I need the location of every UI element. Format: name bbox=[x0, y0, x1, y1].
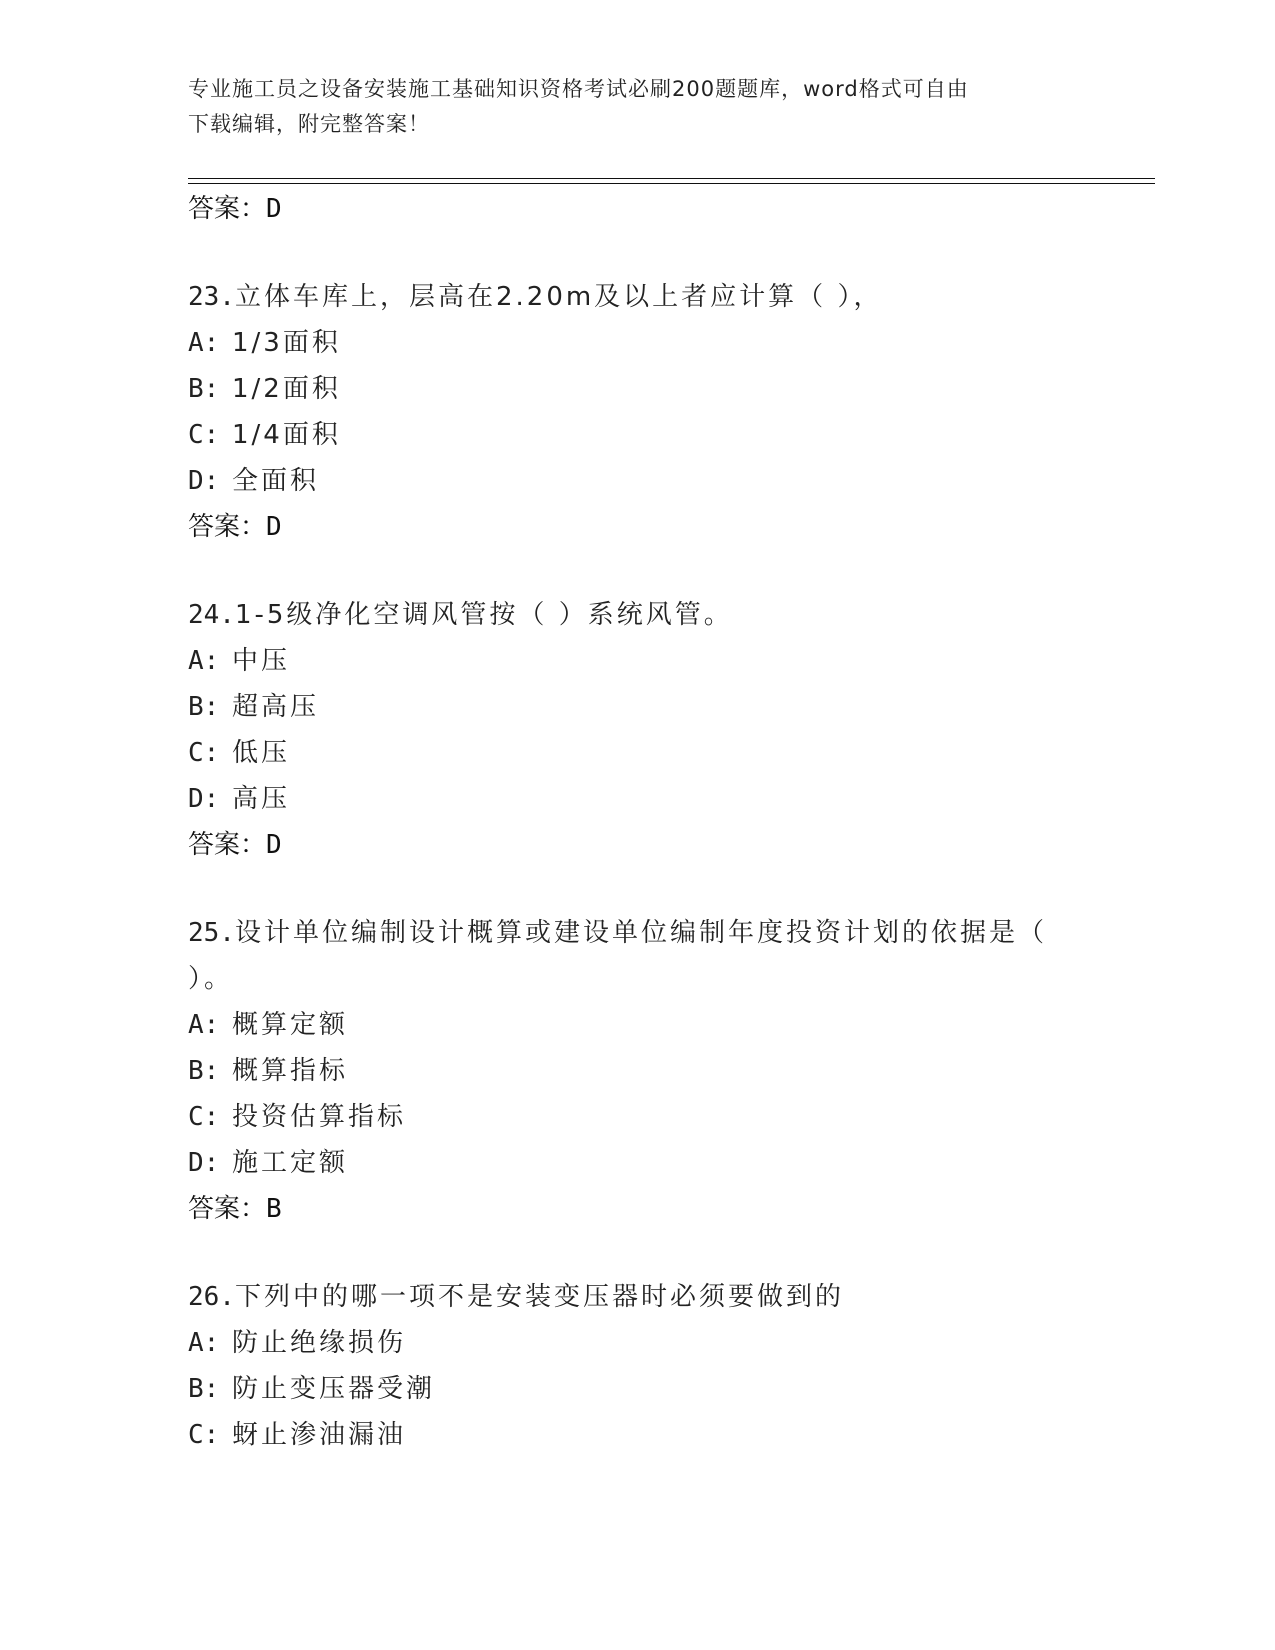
option-text: 高压 bbox=[232, 784, 291, 814]
option-key: D: bbox=[188, 466, 220, 496]
option-text: 全面积 bbox=[232, 466, 320, 496]
option-key: A: bbox=[188, 1328, 220, 1358]
answer-line bbox=[188, 186, 1088, 232]
question-text: 下列中的哪一项不是安装变压器时必须要做到的 bbox=[234, 1282, 844, 1312]
option-key: D: bbox=[188, 784, 220, 814]
answer-label: 答案： bbox=[188, 194, 267, 224]
answer-label: 答案： bbox=[188, 512, 267, 542]
question-text: 立体车库上，层高在2.20m及以上者应计算（ ）， bbox=[234, 282, 883, 312]
question-26 bbox=[188, 1274, 1088, 1458]
option-text: 概算定额 bbox=[232, 1010, 349, 1040]
option-key: C: bbox=[188, 1102, 220, 1132]
header-divider-top bbox=[188, 178, 1155, 179]
question-25 bbox=[188, 910, 1088, 1232]
question-stem bbox=[188, 592, 1088, 638]
option-key: C: bbox=[188, 1420, 220, 1450]
question-23 bbox=[188, 274, 1088, 550]
option-c bbox=[188, 1094, 1088, 1140]
option-key: B: bbox=[188, 374, 220, 404]
option-c bbox=[188, 730, 1088, 776]
option-text: 防止变压器受潮 bbox=[232, 1374, 436, 1404]
header-line-2: 下载编辑，附完整答案！ bbox=[188, 112, 430, 136]
option-d bbox=[188, 458, 1088, 504]
document-header bbox=[188, 72, 1068, 142]
option-a bbox=[188, 638, 1088, 684]
option-key: B: bbox=[188, 692, 220, 722]
option-key: C: bbox=[188, 420, 220, 450]
option-text: 低压 bbox=[232, 738, 291, 768]
question-stem bbox=[188, 910, 1088, 956]
answer-line bbox=[188, 504, 1088, 550]
question-number: 26. bbox=[188, 1282, 235, 1312]
option-text: 蚜止渗油漏油 bbox=[232, 1420, 407, 1450]
option-text: 1/4面积 bbox=[232, 420, 341, 450]
option-a bbox=[188, 1002, 1088, 1048]
option-key: D: bbox=[188, 1148, 220, 1178]
option-b bbox=[188, 366, 1088, 412]
answer-value: D bbox=[266, 512, 282, 542]
option-a bbox=[188, 320, 1088, 366]
answer-line bbox=[188, 822, 1088, 868]
option-key: B: bbox=[188, 1056, 220, 1086]
option-d bbox=[188, 776, 1088, 822]
question-24 bbox=[188, 592, 1088, 868]
option-text: 概算指标 bbox=[232, 1056, 349, 1086]
question-number: 23. bbox=[188, 282, 235, 312]
option-c bbox=[188, 412, 1088, 458]
option-text: 超高压 bbox=[232, 692, 320, 722]
question-text: 设计单位编制设计概算或建设单位编制年度投资计划的依据是（ bbox=[234, 918, 1047, 948]
question-text: 1-5级净化空调风管按（ ）系统风管。 bbox=[234, 600, 733, 630]
option-key: A: bbox=[188, 328, 220, 358]
option-a bbox=[188, 1320, 1088, 1366]
option-key: C: bbox=[188, 738, 220, 768]
answer-line bbox=[188, 1186, 1088, 1232]
answer-value: B bbox=[266, 1194, 282, 1224]
option-key: B: bbox=[188, 1374, 220, 1404]
option-key: A: bbox=[188, 1010, 220, 1040]
option-b bbox=[188, 684, 1088, 730]
header-divider-bottom bbox=[188, 183, 1155, 184]
question-list bbox=[188, 186, 1088, 1458]
option-key: A: bbox=[188, 646, 220, 676]
option-text: 中压 bbox=[232, 646, 291, 676]
question-number: 24. bbox=[188, 600, 235, 630]
answer-value: D bbox=[266, 830, 282, 860]
header-line-1: 专业施工员之设备安装施工基础知识资格考试必刷200题题库，word格式可自由 bbox=[188, 77, 969, 101]
option-text: 投资估算指标 bbox=[232, 1102, 407, 1132]
option-b bbox=[188, 1366, 1088, 1412]
option-c bbox=[188, 1412, 1088, 1458]
answer-value: D bbox=[266, 194, 282, 224]
option-text: 施工定额 bbox=[232, 1148, 349, 1178]
option-text: 1/3面积 bbox=[232, 328, 341, 358]
question-stem bbox=[188, 1274, 1088, 1320]
option-d bbox=[188, 1140, 1088, 1186]
question-stem bbox=[188, 274, 1088, 320]
option-b bbox=[188, 1048, 1088, 1094]
option-text: 1/2面积 bbox=[232, 374, 341, 404]
answer-label: 答案： bbox=[188, 1194, 267, 1224]
option-text: 防止绝缘损伤 bbox=[232, 1328, 407, 1358]
question-number: 25. bbox=[188, 918, 235, 948]
answer-label: 答案： bbox=[188, 830, 267, 860]
question-stem-continued: ）。 bbox=[188, 964, 234, 994]
